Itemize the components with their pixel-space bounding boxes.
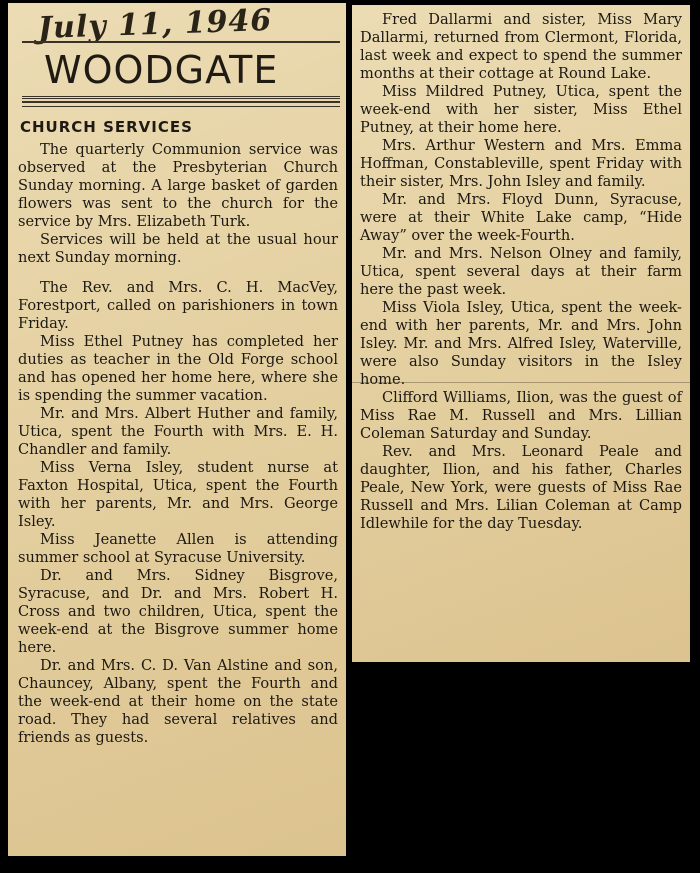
left-column-body [18, 141, 338, 747]
news-item: Clifford Williams, Ilion, was the guest of Miss Rae M. Russell and Mrs. Lillian Coleman Saturday and Sunday. [360, 389, 682, 442]
masthead-title: WOODGATE [44, 48, 279, 92]
news-item: Miss Verna Isley, student nurse at Faxton Hospital, Utica, spent the Fourth with her parents, Mr. and Mrs. George Isley. [18, 459, 338, 530]
news-item: The quarterly Communion service was observed at the Presbyterian Church Sunday morning. A large basket of garden flowers was sent to the church for the service by Mrs. Elizabeth Turk. [18, 141, 338, 230]
right-clipping [352, 5, 690, 662]
section-heading: CHURCH SERVICES [20, 118, 193, 136]
left-clipping [8, 3, 346, 856]
masthead [22, 41, 340, 99]
news-item: Mr. and Mrs. Floyd Dunn, Syracuse, were at their White Lake camp, “Hide Away” over the week-Fourth. [360, 191, 682, 244]
masthead-rule [22, 101, 340, 107]
news-item: Mr. and Mrs. Albert Huther and family, Utica, spent the Fourth with Mrs. E. H. Chandler and family. [18, 405, 338, 458]
news-item: Dr. and Mrs. Sidney Bisgrove, Syracuse, and Dr. and Mrs. Robert H. Cross and two children, Utica, spent the week-end at the Bisgrove summer home here. [18, 567, 338, 656]
news-item: Dr. and Mrs. C. D. Van Alstine and son, Chauncey, Albany, spent the Fourth and the week-end at their home on the state road. They had several relatives and friends as guests. [18, 657, 338, 746]
news-item: Services will be held at the usual hour next Sunday morning. [18, 231, 338, 266]
news-item: Rev. and Mrs. Leonard Peale and daughter, Ilion, and his father, Charles Peale, New York, were guests of Miss Rae Russell and Mrs. Lilian Coleman at Camp Idlewhile for the day Tuesday. [360, 443, 682, 532]
handwritten-date: July 11, 1946 [37, 3, 273, 47]
right-column-body [360, 11, 682, 533]
news-item: Mr. and Mrs. Nelson Olney and family, Utica, spent several days at their farm here the past week. [360, 245, 682, 298]
news-item: Miss Viola Isley, Utica, spent the week-end with her parents, Mr. and Mrs. John Isley. Mr. and Mrs. Alfred Isley, Waterville, were also Sunday visitors in the Isley home. [360, 299, 682, 388]
news-item: The Rev. and Mrs. C. H. MacVey, Forestport, called on parishioners in town Friday. [18, 279, 338, 332]
news-item: Fred Dallarmi and sister, Miss Mary Dallarmi, returned from Clermont, Florida, last week and expect to spend the summer months at their cottage at Round Lake. [360, 11, 682, 82]
news-item: Miss Ethel Putney has completed her duties as teacher in the Old Forge school and has opened her home here, where she is spending the summer vacation. [18, 333, 338, 404]
news-item: Mrs. Arthur Western and Mrs. Emma Hoffman, Constableville, spent Friday with their sister, Mrs. John Isley and family. [360, 137, 682, 190]
news-item: Miss Jeanette Allen is attending summer school at Syracuse University. [18, 531, 338, 566]
news-item: Miss Mildred Putney, Utica, spent the week-end with her sister, Miss Ethel Putney, at their home here. [360, 83, 682, 136]
